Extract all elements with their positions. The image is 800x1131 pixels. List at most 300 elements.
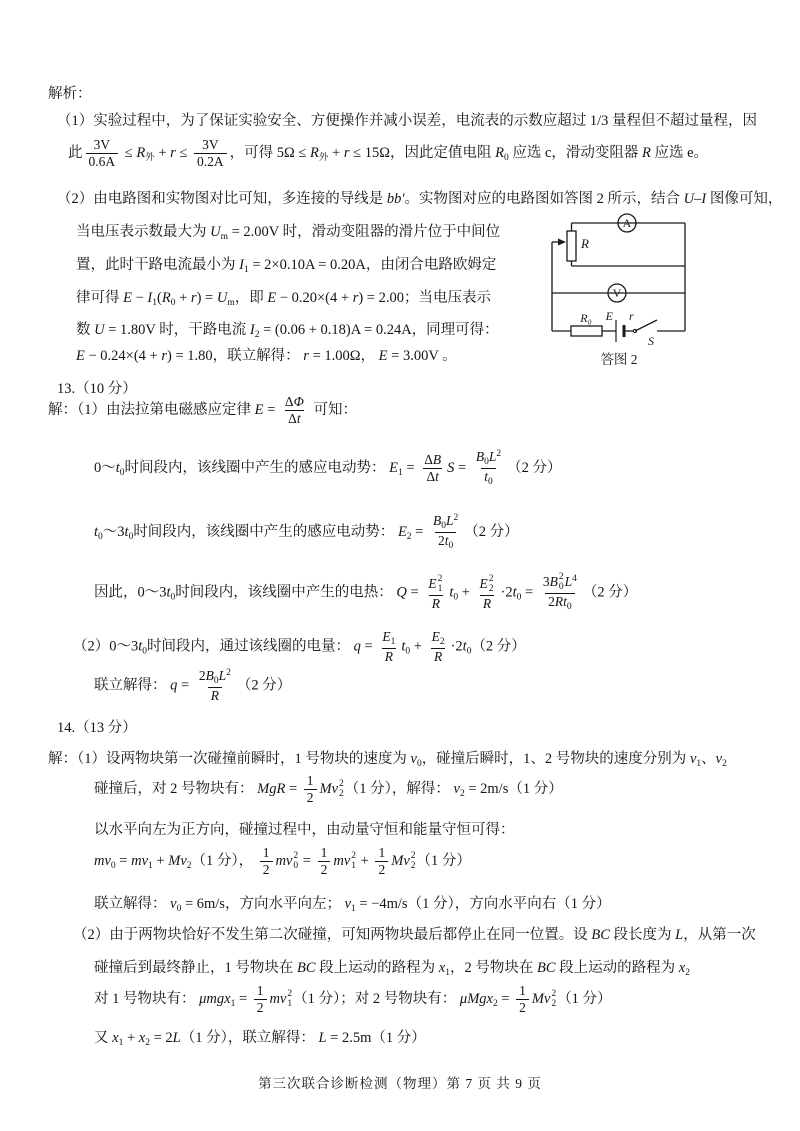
- math-var: E: [397, 524, 407, 541]
- math-var: t: [512, 584, 517, 601]
- math-var: q: [353, 638, 361, 655]
- math-subscript: 0: [405, 646, 411, 657]
- text-run: =: [115, 853, 132, 870]
- math-fraction: [429, 629, 448, 666]
- text-run: 对 1 号物块有：: [94, 991, 200, 1008]
- math-var: t: [563, 593, 567, 609]
- wiper-arrow-icon: [558, 239, 566, 246]
- math-sub-sup: 2 1: [287, 988, 293, 1009]
- text-run: 又: [94, 1030, 113, 1046]
- math-var: U: [94, 322, 105, 338]
- math-fraction: [260, 845, 273, 878]
- math-var: E: [389, 460, 399, 477]
- resistor-icon: [571, 326, 602, 336]
- math-sub-sup: 2 1: [437, 573, 443, 594]
- math-var: B: [475, 449, 485, 464]
- math-subscript: 2: [459, 789, 465, 800]
- math-var: μmg: [199, 991, 225, 1008]
- math-subscript: 0: [487, 477, 493, 488]
- text-line-9: [76, 346, 457, 367]
- math-var: v: [453, 781, 460, 798]
- math-fraction: [196, 668, 234, 705]
- math-fraction: [194, 137, 227, 170]
- text-run: 2: [378, 862, 386, 878]
- math-var: x: [438, 960, 446, 976]
- text-run: Δ: [426, 469, 436, 485]
- text-run: +: [458, 584, 474, 601]
- text-run: ≤ 15Ω，因此定值电阻: [349, 145, 496, 162]
- math-var: BC: [536, 960, 556, 976]
- text-run: +: [175, 290, 191, 306]
- math-subscript: 0: [142, 646, 148, 657]
- math-superscript: 4: [572, 574, 577, 585]
- text-run: ，从第一次: [683, 927, 756, 943]
- math-var: v: [544, 991, 551, 1008]
- text-run: （2 分）: [582, 584, 638, 601]
- text-run: 当电压表示数最大为: [76, 224, 211, 240]
- text-run: =: [299, 853, 315, 870]
- math-subscript: 2: [186, 861, 192, 872]
- text-run: 0～: [94, 460, 116, 477]
- text-run: =: [521, 584, 537, 601]
- text-run: （1 分），: [191, 853, 257, 870]
- math-subscript: 1: [152, 298, 158, 308]
- page-footer: 第三次联合诊断检测（物理）第 7 页 共 9 页: [258, 1076, 542, 1091]
- circuit-diagram: [545, 212, 710, 370]
- math-var: Φ: [293, 394, 304, 409]
- text-run: ) =: [196, 290, 217, 306]
- math-var: M: [391, 853, 404, 870]
- math-var: R: [433, 649, 443, 665]
- math-fraction: [318, 845, 331, 878]
- math-var: E: [378, 348, 388, 364]
- math-fraction: [473, 449, 504, 489]
- math-var: I: [147, 290, 153, 306]
- text-run: （2 分）: [464, 524, 519, 541]
- math-var: B: [432, 452, 442, 468]
- math-fraction: [430, 513, 461, 553]
- text-line-24: [94, 958, 690, 981]
- math-var: MgR: [257, 781, 286, 798]
- math-var: M: [168, 853, 181, 870]
- math-var: L: [218, 668, 227, 683]
- text-run: 时间段内，该线圈中产生的感应电动势：: [133, 524, 398, 541]
- math-subscript: 0: [516, 592, 522, 603]
- math-fraction: [254, 983, 267, 1016]
- text-run: 1: [378, 845, 386, 860]
- math-var: L: [675, 927, 684, 943]
- math-superscript: 2: [453, 513, 459, 523]
- math-var: B: [549, 574, 558, 590]
- text-run: +: [123, 1030, 139, 1046]
- math-var: L: [488, 449, 497, 464]
- math-var: R: [136, 145, 146, 162]
- math-var: BC: [591, 927, 610, 943]
- math-subscript: 2: [722, 759, 727, 769]
- math-var: v: [410, 751, 417, 767]
- text-run: ·2: [500, 584, 513, 601]
- math-var: v: [689, 751, 697, 767]
- math-sub-sup: 2 0: [293, 850, 299, 871]
- math-var: B: [205, 668, 214, 683]
- math-var: R: [161, 290, 171, 306]
- text-run: 0.6A: [88, 154, 116, 170]
- text-run: +: [410, 638, 426, 655]
- text-line-14: [94, 573, 637, 613]
- internal-resistance-label: r: [629, 309, 634, 323]
- math-fraction: [477, 575, 498, 612]
- text-run: （1 分），解得：: [344, 781, 454, 798]
- text-run: 2: [437, 533, 445, 549]
- text-run: =: [406, 584, 423, 601]
- math-subscript: 0: [119, 468, 125, 479]
- text-run: = 2: [149, 1030, 173, 1046]
- text-run: = 3.00V 。: [387, 348, 457, 364]
- text-run: =: [177, 677, 193, 694]
- text-run: （1）实验过程中，为了保证实验安全、方便操作并减小误差，电流表的示数应超过 1/3 量程但不超过量程，因: [57, 113, 758, 129]
- math-var: L: [564, 574, 573, 590]
- math-var: m: [94, 853, 105, 870]
- math-var: μMg: [459, 991, 487, 1008]
- math-subscript: 0: [453, 592, 459, 603]
- rheostat-icon: [567, 231, 576, 261]
- math-var: B: [432, 513, 442, 528]
- text-run: ，2 号物块在: [449, 960, 537, 976]
- text-run: （1 分），联立解得：: [180, 1030, 319, 1046]
- text-line-20: [94, 820, 515, 841]
- math-fraction: [421, 452, 444, 485]
- math-var: r: [170, 145, 176, 162]
- math-var: t: [94, 524, 99, 541]
- text-run: − 0.24×(4 +: [84, 348, 162, 364]
- math-subscript: 1: [351, 904, 356, 914]
- math-var: I: [239, 257, 244, 273]
- math-var: I: [249, 322, 255, 338]
- text-line-1: [48, 84, 92, 105]
- voltmeter-label: V: [612, 286, 622, 300]
- text-run: 碰撞后到最终静止，1 号物块在: [94, 960, 297, 976]
- text-line-6: [76, 255, 496, 278]
- text-run: 、: [701, 751, 716, 767]
- text-run: 0.2A: [197, 154, 224, 170]
- text-line-25: [94, 983, 612, 1016]
- text-run: 因此，0～3: [94, 584, 167, 601]
- text-run: ，碰撞后瞬时，1、2 号物块的速度分别为: [421, 751, 690, 767]
- text-run: （2 分）: [471, 638, 526, 655]
- text-run: 应选 e。: [650, 145, 709, 162]
- math-var: R: [384, 649, 393, 665]
- answer-figure-2: [545, 212, 710, 370]
- text-line-5: [76, 222, 500, 245]
- text-run: 解：（1）设两物块第一次碰撞前瞬时，1 号物块的速度为: [48, 751, 411, 767]
- text-run: 2: [256, 1000, 264, 1016]
- text-line-12: [94, 449, 561, 489]
- text-run: 2: [320, 862, 328, 878]
- rheostat-label: R: [581, 236, 589, 251]
- text-run: 2: [198, 668, 206, 683]
- math-subscript: 2: [406, 532, 412, 543]
- math-subscript: 2: [439, 637, 445, 647]
- text-line-18: [48, 749, 727, 772]
- text-run: 3V: [93, 137, 111, 152]
- math-var: R: [431, 595, 440, 611]
- text-run: +: [328, 145, 344, 162]
- text-line-22: [94, 894, 611, 917]
- text-run: = 6m/s，方向水平向左；: [181, 896, 345, 912]
- text-run: 数: [76, 322, 95, 338]
- math-var: R: [482, 595, 492, 611]
- resistor-label: R₀: [580, 311, 592, 325]
- text-run: =: [263, 402, 279, 419]
- math-subscript: 0: [128, 532, 134, 543]
- math-var: t: [401, 638, 406, 655]
- text-line-3: [68, 137, 708, 170]
- text-run: = −4m/s（1 分），方向水平向右（1 分）: [355, 896, 611, 912]
- math-var: t: [435, 469, 439, 485]
- math-fraction: [379, 629, 398, 666]
- math-var: m: [275, 853, 286, 870]
- math-sub-sup: 2 2: [339, 778, 344, 799]
- math-var: v: [279, 991, 287, 1008]
- math-var: U: [210, 224, 221, 240]
- math-subscript: 2: [254, 330, 260, 340]
- math-var: r: [303, 348, 309, 364]
- math-var: v: [715, 751, 723, 767]
- math-var: v: [331, 781, 339, 798]
- text-run: 段上运动的路程为: [555, 960, 679, 976]
- math-subscript: 1: [696, 759, 702, 769]
- text-line-26: [94, 1028, 426, 1051]
- math-subscript: 1: [390, 637, 396, 647]
- math-var: r: [343, 145, 350, 162]
- text-run: Δ: [284, 394, 294, 409]
- math-var: bb′: [386, 191, 405, 207]
- math-var: E: [254, 402, 264, 419]
- text-run: 解：（1）由法拉第电磁感应定律: [48, 402, 255, 419]
- text-run: （2）由电路图和实物图对比可知，多连接的导线是: [57, 191, 387, 207]
- text-run: （1 分）: [557, 991, 612, 1008]
- math-var: t: [166, 584, 171, 601]
- math-var: v: [343, 853, 351, 870]
- math-fraction: [516, 983, 529, 1016]
- text-line-16: [94, 668, 291, 705]
- math-var: R: [495, 145, 504, 162]
- math-var: t: [124, 524, 129, 541]
- text-run: = 2×0.10A = 0.20A，由闭合电路欧姆定: [248, 257, 497, 273]
- text-run: 置，此时干路电流最小为: [76, 257, 240, 273]
- text-run: 14.（13 分）: [57, 720, 137, 736]
- math-var: E: [76, 348, 85, 364]
- text-run: ，即: [234, 290, 268, 306]
- text-run: = 1.00Ω，: [308, 348, 379, 364]
- text-run: 2: [519, 1000, 526, 1016]
- math-var: v: [344, 896, 352, 912]
- math-subscript: 0: [110, 861, 116, 872]
- math-subscript: 0: [98, 532, 103, 543]
- math-fraction: [304, 773, 317, 806]
- math-var: L: [318, 1030, 327, 1046]
- math-var: L: [172, 1030, 181, 1046]
- math-var: t: [484, 469, 488, 485]
- emf-label: E: [605, 309, 613, 323]
- text-run: 可知：: [309, 402, 358, 419]
- text-run: （2）0～3: [73, 638, 139, 655]
- math-var: x: [138, 1030, 146, 1046]
- text-run: +: [357, 853, 373, 870]
- math-subscript: 1: [243, 265, 249, 275]
- text-run: =: [235, 991, 251, 1008]
- text-run: ) = 2.00；当电压表示: [358, 290, 491, 306]
- math-subscript: m: [220, 232, 228, 242]
- math-var: R: [642, 145, 651, 162]
- text-run: 联立解得：: [94, 677, 171, 694]
- text-line-19: [94, 773, 563, 806]
- text-run: ≤: [121, 145, 137, 162]
- text-run: ·2: [450, 638, 463, 655]
- math-subscript: 2: [492, 999, 498, 1010]
- text-run: =: [360, 638, 377, 655]
- text-run: −: [131, 290, 148, 306]
- text-run: （2 分）: [236, 677, 292, 694]
- text-run: 段上运动的路程为: [315, 960, 439, 976]
- text-run: =: [402, 460, 419, 477]
- text-run: 1: [262, 845, 270, 860]
- text-run: 时间段内，该线圈中产生的电热：: [175, 584, 397, 601]
- math-var: E: [123, 290, 132, 306]
- math-var: r: [161, 348, 168, 364]
- text-run: ) = 1.80，联立解得：: [167, 348, 304, 364]
- math-var: S: [447, 460, 455, 477]
- text-run: = 2.00V 时，滑动变阻器的滑片位于中间位: [228, 224, 501, 240]
- text-run: =: [497, 991, 514, 1008]
- text-run: –: [694, 191, 702, 207]
- math-var: R: [210, 688, 219, 704]
- figure-caption: 答图 2: [600, 352, 638, 367]
- math-var: t: [449, 584, 454, 601]
- text-run: 3: [542, 574, 550, 590]
- math-sub-sup: 2 2: [551, 988, 557, 1009]
- text-run: 1: [320, 845, 328, 860]
- math-var: m: [269, 991, 280, 1008]
- text-run: 1: [306, 773, 314, 788]
- math-var: r: [190, 290, 197, 306]
- math-var: v: [285, 853, 293, 870]
- text-run: 13.（10 分）: [57, 381, 137, 397]
- math-subscript: 0: [213, 676, 219, 686]
- text-run: ～3: [102, 524, 125, 541]
- math-fraction: [282, 394, 307, 427]
- text-run: 1: [519, 983, 526, 998]
- math-subscript: 0: [170, 298, 176, 308]
- text-line-7: [76, 288, 491, 311]
- text-run: 。实物图对应的电路图如答图 2 所示，结合: [404, 191, 684, 207]
- math-var: BC: [297, 960, 316, 976]
- math-var: x: [112, 1030, 119, 1046]
- math-fraction: [86, 137, 119, 170]
- text-run: 联立解得：: [94, 896, 171, 912]
- text-run: 2: [548, 593, 555, 609]
- text-run: 1: [256, 983, 264, 998]
- math-var: E: [382, 629, 391, 644]
- math-var: v: [180, 853, 187, 870]
- switch-icon: [635, 320, 657, 331]
- text-run: 律可得: [76, 290, 124, 306]
- math-var: x: [486, 991, 493, 1008]
- math-var: R: [554, 593, 564, 609]
- math-subscript: 0: [176, 904, 182, 914]
- math-var: I: [701, 191, 707, 207]
- math-var: v: [141, 853, 149, 870]
- text-run: 图像可知，: [706, 191, 783, 207]
- math-var: m: [131, 853, 142, 870]
- text-line-11: [48, 394, 357, 427]
- text-run: 段长度为: [609, 927, 676, 943]
- text-run: +: [154, 145, 171, 162]
- math-var: x: [678, 960, 686, 976]
- math-var: U: [683, 191, 695, 207]
- text-line-23: [73, 925, 756, 946]
- math-var: L: [445, 513, 454, 528]
- text-run: 此: [68, 145, 83, 162]
- math-subscript: 2: [145, 1038, 150, 1048]
- math-var: x: [224, 991, 231, 1008]
- math-subscript: 0: [170, 592, 176, 603]
- text-run: 碰撞后，对 2 号物块有：: [94, 781, 258, 798]
- text-run: = (0.06 + 0.18)A = 0.24A，同理可得：: [259, 322, 499, 338]
- math-var: M: [531, 991, 544, 1008]
- math-subscript: 0: [503, 153, 509, 164]
- math-subscript: 0: [448, 541, 454, 552]
- text-line-15: [73, 629, 526, 666]
- math-fraction: [375, 845, 388, 878]
- text-run: （2）由于两物块恰好不发生第二次碰撞，可知两物块最后都停止在同一位置。设: [73, 927, 592, 943]
- text-run: Δ: [424, 452, 433, 468]
- switch-label: S: [648, 334, 654, 348]
- text-run: （2 分）: [507, 460, 562, 477]
- math-var: m: [333, 853, 344, 870]
- math-subscript: 1: [398, 468, 403, 479]
- ammeter-label: A: [622, 216, 632, 230]
- text-run: +: [152, 853, 169, 870]
- math-var: v: [104, 853, 111, 870]
- math-sub-sup: 2 2: [488, 573, 494, 594]
- math-subscript: 0: [416, 759, 422, 769]
- math-fraction: [540, 573, 580, 613]
- math-superscript: 2: [496, 449, 502, 459]
- math-subscript: m: [227, 298, 235, 308]
- math-var: q: [170, 677, 178, 694]
- text-run: Δ: [288, 411, 297, 427]
- math-subscript: 1: [148, 861, 153, 872]
- text-run: = 1.80V 时，干路电流: [104, 322, 250, 338]
- math-var: E: [479, 575, 488, 591]
- text-run: = 2.5m（1 分）: [326, 1030, 426, 1046]
- math-var: v: [403, 853, 410, 870]
- text-run: − 0.20×(4 +: [276, 290, 353, 306]
- math-var: Q: [396, 584, 407, 601]
- math-superscript: 2: [226, 668, 231, 678]
- text-run: 以水平向左为正方向，碰撞过程中，由动量守恒和能量守恒可得：: [94, 822, 515, 838]
- math-sub-sup: 2 2: [410, 850, 416, 871]
- math-subscript: 0: [566, 601, 572, 612]
- math-var: t: [138, 638, 143, 655]
- text-run: （1 分）: [416, 853, 471, 870]
- math-var: t: [296, 411, 301, 427]
- math-var: t: [115, 460, 120, 477]
- text-run: =: [411, 524, 427, 541]
- text-run: 应选 c，滑动变阻器: [508, 145, 643, 162]
- math-var: v: [170, 896, 177, 912]
